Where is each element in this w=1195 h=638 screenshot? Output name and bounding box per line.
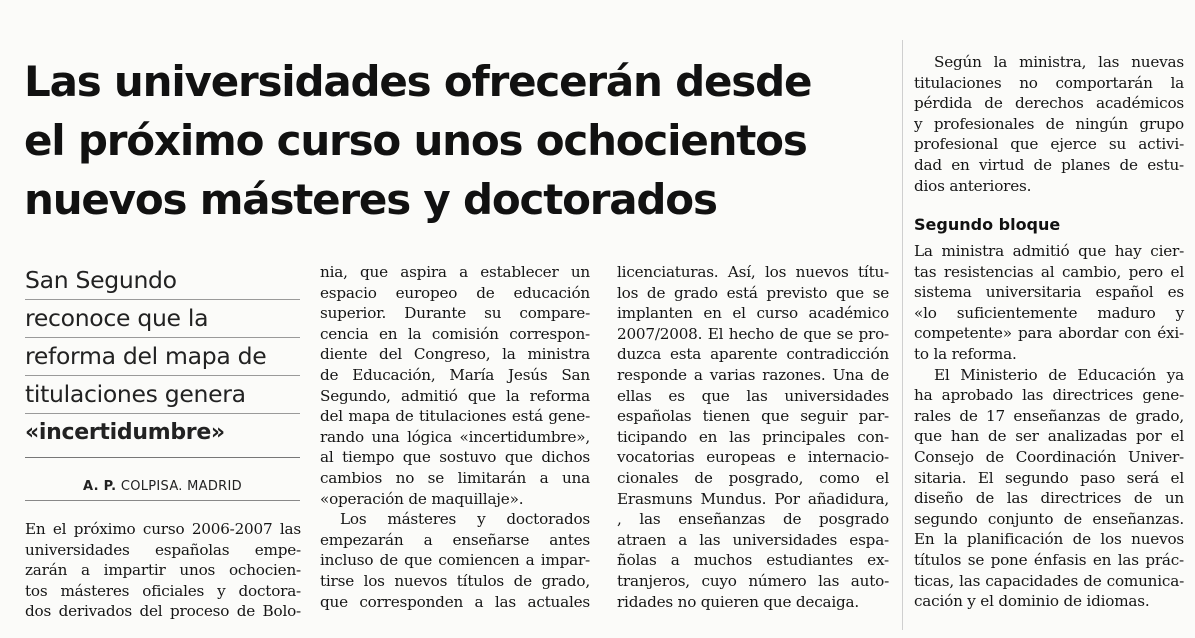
headline-line: nuevos másteres y doctorados bbox=[24, 175, 717, 224]
text-line: que han de ser analizadas por el bbox=[914, 427, 1184, 446]
text-line: sitaria. El segundo paso será el bbox=[914, 468, 1184, 487]
text-line: tos másteres oficiales y doctora- bbox=[25, 581, 301, 600]
byline-rule bbox=[25, 500, 300, 501]
text-line: En el próximo curso 2006-2007 las bbox=[25, 520, 301, 538]
byline bbox=[25, 479, 300, 494]
text-line: rando una lógica «incertidumbre», bbox=[320, 427, 590, 446]
text-line: del mapa de titulaciones está gene- bbox=[320, 407, 590, 426]
text-line: «operación de maquillaje». bbox=[320, 489, 524, 508]
text-line: españolas tienen que seguir par- bbox=[617, 407, 889, 426]
text-line: titulaciones no comportarán la bbox=[914, 73, 1184, 92]
text-line: dios anteriores. bbox=[914, 176, 1032, 195]
text-line: Según la ministra, las nuevas bbox=[934, 53, 1184, 71]
text-line: responde a varias razones. Una de bbox=[617, 365, 889, 384]
text-line: ñolas a muchos estudiantes ex- bbox=[617, 551, 889, 570]
text-line: Erasmuns Mundus. Por añadidura, bbox=[617, 489, 889, 508]
deck-line: San Segundo bbox=[25, 262, 300, 300]
text-line: profesional que ejerce su activi- bbox=[914, 135, 1184, 154]
text-line: diente del Congreso, la ministra bbox=[320, 345, 590, 364]
deck bbox=[25, 262, 300, 458]
text-line: segundo conjunto de enseñanzas. bbox=[914, 509, 1184, 528]
text-line: ridades no quieren que decaiga. bbox=[617, 592, 860, 611]
byline-author: A. P. bbox=[83, 479, 117, 494]
text-line: que corresponden a las actuales bbox=[320, 592, 590, 611]
text-line: dos derivados del proceso de Bolo- bbox=[25, 602, 301, 621]
column-2 bbox=[320, 262, 590, 612]
text-line: En la planificación de los nuevos bbox=[914, 530, 1184, 549]
text-line: al tiempo que sostuvo que dichos bbox=[320, 448, 590, 467]
text-line: nia, que aspira a establecer un bbox=[320, 263, 590, 281]
text-line: ticas, las capacidades de comunica- bbox=[914, 571, 1184, 590]
text-line: implanten en el curso académico bbox=[617, 304, 889, 323]
text-line: dad en virtud de planes de estu- bbox=[914, 155, 1184, 174]
deck-line: reconoce que la bbox=[25, 300, 300, 338]
headline-line: Las universidades ofrecerán desde bbox=[24, 57, 812, 106]
text-line: rales de 17 enseñanzas de grado, bbox=[914, 406, 1184, 425]
text-line: atraen a las universidades espa- bbox=[617, 530, 889, 549]
text-line: de Educación, María Jesús San bbox=[320, 365, 590, 384]
text-line: tas resistencias al cambio, pero el bbox=[914, 262, 1184, 281]
text-line: competente» para abordar con éxi- bbox=[914, 324, 1184, 343]
byline-source: COLPISA. MADRID bbox=[120, 479, 242, 494]
text-line: to la reforma. bbox=[914, 344, 1017, 363]
column-4-top bbox=[914, 52, 1184, 196]
text-line: sistema universitaria español es bbox=[914, 283, 1184, 302]
deck-line: «incertidumbre» bbox=[25, 420, 225, 445]
text-line: cación y el dominio de idiomas. bbox=[914, 592, 1150, 611]
text-line: universidades españolas empe- bbox=[25, 540, 301, 559]
text-line: incluso de que comiencen a impar- bbox=[320, 551, 590, 570]
text-line: y profesionales de ningún grupo bbox=[914, 114, 1184, 133]
text-line: El Ministerio de Educación ya bbox=[934, 365, 1184, 384]
text-line: los de grado está previsto que se bbox=[617, 283, 889, 302]
headline-line: el próximo curso unos ochocientos bbox=[24, 116, 807, 165]
text-line: superior. Durante su compare- bbox=[320, 304, 590, 323]
text-line: espacio europeo de educación bbox=[320, 283, 590, 302]
column-1 bbox=[25, 519, 301, 622]
text-line: cionales de posgrado, como el bbox=[617, 468, 889, 487]
text-line: tranjeros, cuyo número las auto- bbox=[617, 571, 889, 590]
text-line: vocatorias europeas e internacio- bbox=[617, 448, 889, 467]
headline bbox=[24, 52, 904, 229]
text-line: tirse los nuevos títulos de grado, bbox=[320, 571, 590, 590]
text-line: Consejo de Coordinación Univer- bbox=[914, 447, 1184, 466]
text-line: títulos se pone énfasis en las prác- bbox=[914, 550, 1184, 569]
text-line: cencia en la comisión correspon- bbox=[320, 324, 590, 343]
text-line: cambios no se limitarán a una bbox=[320, 468, 590, 487]
text-line: 2007/2008. El hecho de que se pro- bbox=[617, 324, 889, 343]
text-line: , las enseñanzas de posgrado bbox=[617, 510, 889, 529]
text-line: ticipando en las principales con- bbox=[617, 427, 889, 446]
text-line: ha aprobado las directrices gene- bbox=[914, 386, 1184, 405]
text-line: Segundo, admitió que la reforma bbox=[320, 386, 590, 405]
column-divider bbox=[902, 40, 903, 630]
text-line: zarán a impartir unos ochocien- bbox=[25, 561, 301, 580]
text-line: licenciaturas. Así, los nuevos títu- bbox=[617, 263, 889, 281]
deck-line: titulaciones genera bbox=[25, 376, 300, 414]
text-line: pérdida de derechos académicos bbox=[914, 94, 1184, 113]
subheading: Segundo bloque bbox=[914, 215, 1061, 234]
text-line: empezarán a enseñarse antes bbox=[320, 530, 590, 549]
text-line: Los másteres y doctorados bbox=[340, 510, 590, 529]
text-line: La ministra admitió que hay cier- bbox=[914, 242, 1184, 260]
text-line: ellas es que las universidades bbox=[617, 386, 889, 405]
deck-separator bbox=[25, 457, 300, 458]
deck-line: reforma del mapa de bbox=[25, 338, 300, 376]
text-line: «lo suficientemente maduro y bbox=[914, 303, 1184, 322]
column-3 bbox=[617, 262, 889, 612]
column-4-bottom bbox=[914, 241, 1184, 612]
text-line: diseño de las directrices de un bbox=[914, 489, 1184, 508]
text-line: duzca esta aparente contradicción bbox=[617, 345, 889, 364]
